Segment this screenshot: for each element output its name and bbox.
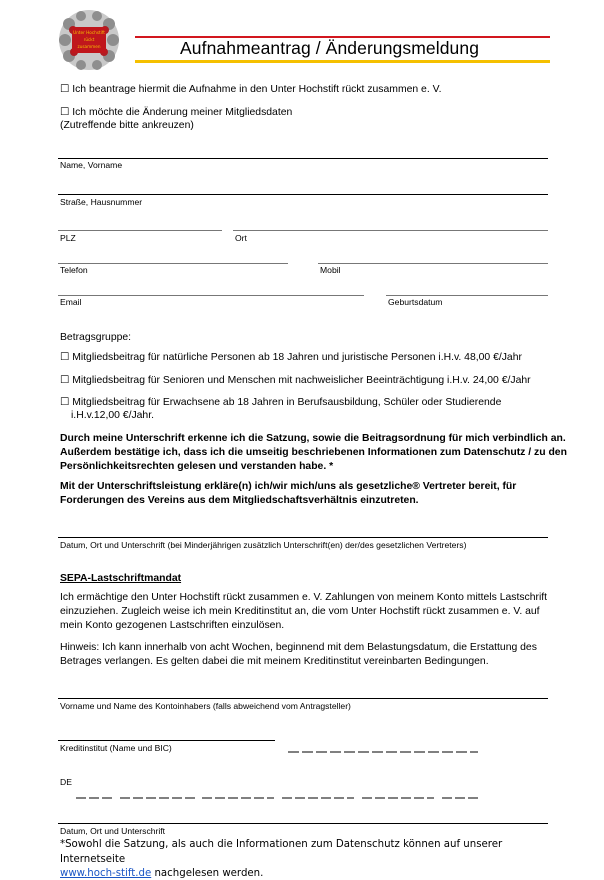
sepa-signature-line[interactable] — [58, 823, 548, 824]
sepa-signature-label: Datum, Ort und Unterschrift — [60, 826, 166, 836]
page-title: Aufnahmeantrag / Änderungsmeldung — [180, 38, 480, 58]
geburtsdatum-label: Geburtsdatum — [388, 297, 443, 307]
logo-text-1: Unter Hochstift — [73, 30, 105, 35]
sepa-para-2: Hinweis: Ich kann innerhalb von acht Wochen, beginnend mit dem Belastungsdatum, die Erstattung des Betrages verlangen. Es gelten dabei die mit meinem Kreditinstitut vereinbarten Bedingungen. — [60, 642, 537, 667]
name-line[interactable] — [58, 158, 548, 159]
mobil-line[interactable] — [318, 263, 548, 264]
iban-prefix: DE — [60, 777, 72, 787]
geburtsdatum-line[interactable] — [386, 295, 548, 296]
beitrag-option-2[interactable]: ☐ Mitgliedsbeitrag für Senioren und Menschen mit nachweislicher Beeinträchtigung i.H.v. 24,00 €/Jahr — [60, 375, 531, 386]
kreditinstitut-label: Kreditinstitut (Name und BIC) — [60, 743, 172, 753]
footnote-suffix: nachgelesen werden. — [151, 868, 264, 879]
beitrag-option-3-line2: i.H.v.12,00 €/Jahr. — [71, 410, 154, 421]
club-logo — [57, 8, 121, 72]
ort-label: Ort — [235, 233, 247, 243]
logo-text-2: rückt — [83, 37, 95, 42]
name-label: Name, Vorname — [60, 160, 123, 170]
email-label: Email — [60, 297, 82, 307]
bic-dashes[interactable] — [288, 740, 478, 742]
checkbox-hint: (Zutreffende bitte ankreuzen) — [60, 120, 194, 131]
kontoinhaber-label: Vorname und Name des Kontoinhabers (falls abweichend vom Antragsteller) — [60, 701, 351, 711]
declaration-para-2: Mit der Unterschriftsleistung erkläre(n) ich/wir mich/uns als gesetzliche® Vertreter bereit, für Forderungen des Vereins aus dem Mitgliedschaftsverhältnis einzutreten. — [60, 481, 517, 506]
sepa-para-1: Ich ermächtige den Unter Hochstift rückt zusammen e. V. Zahlungen von meinem Konto mittels Lastschrift einzuziehen. Zugleich weise ich mein Kreditinstitut an, die vom Unter Hochstift rückt zusammen e. V. auf mein Konto gezogenen Lastschriften einzulösen. — [60, 592, 548, 631]
declaration-para-1: Durch meine Unterschrift erkenne ich die Satzung, sowie die Beitragsordnung für mich verbindlich an. Außerdem bestätige ich, dass ich die umseitig beschriebenen Informationen zum Datenschutz / zu den Persönlichkeitsrechten gelesen und verstanden habe. * — [60, 433, 567, 472]
iban-dashes[interactable] — [76, 786, 480, 788]
website-link[interactable]: www.hoch-stift.de — [60, 868, 152, 879]
plz-label: PLZ — [60, 233, 76, 243]
signature-label: Datum, Ort und Unterschrift (bei Minderjährigen zusätzlich Unterschrift(en) der/des gesetzlichen Vertreters) — [60, 540, 467, 550]
plz-line[interactable] — [58, 230, 222, 231]
telefon-line[interactable] — [58, 263, 288, 264]
checkbox-aenderung[interactable]: ☐ Ich möchte die Änderung meiner Mitgliedsdaten — [60, 107, 293, 118]
sepa-heading: SEPA-Lastschriftmandat — [60, 573, 182, 584]
logo-text-3: zusammen — [77, 44, 101, 49]
beitrag-option-1[interactable]: ☐ Mitgliedsbeitrag für natürliche Personen ab 18 Jahren und juristische Personen i.H.v. 48,00 €/Jahr — [60, 352, 522, 363]
street-line[interactable] — [58, 194, 548, 195]
kontoinhaber-line[interactable] — [58, 698, 548, 699]
ort-line[interactable] — [233, 230, 548, 231]
title-rule-yellow — [135, 60, 550, 63]
footnote — [60, 838, 550, 880]
signature-line[interactable] — [58, 537, 548, 538]
beitrag-option-3[interactable]: ☐ Mitgliedsbeitrag für Erwachsene ab 18 Jahren in Berufsausbildung, Schüler oder Studierende — [60, 397, 502, 408]
street-label: Straße, Hausnummer — [60, 197, 143, 207]
footnote-text: *Sowohl die Satzung, als auch die Informationen zum Datenschutz können auf unserer Internetseite — [60, 839, 503, 865]
kreditinstitut-line[interactable] — [58, 740, 275, 741]
beitrag-heading: Betragsgruppe: — [60, 332, 132, 343]
telefon-label: Telefon — [60, 265, 88, 275]
email-line[interactable] — [58, 295, 364, 296]
mobil-label: Mobil — [320, 265, 341, 275]
checkbox-aufnahme[interactable]: ☐ Ich beantrage hiermit die Aufnahme in den Unter Hochstift rückt zusammen e. V. — [60, 84, 442, 95]
